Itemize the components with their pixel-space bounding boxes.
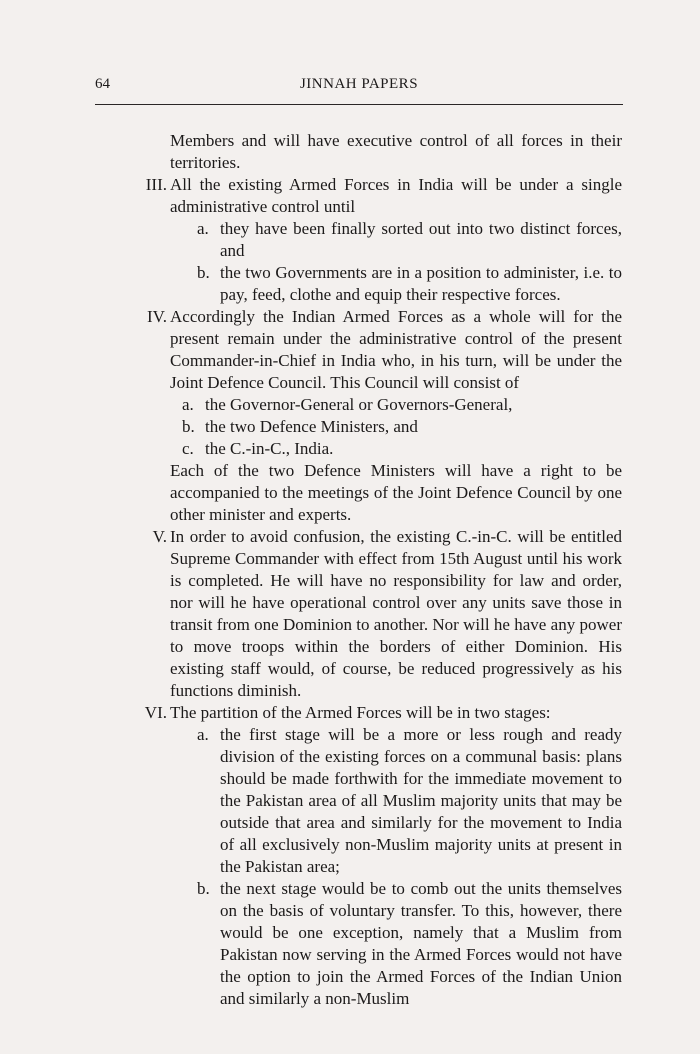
sub-item [180,394,622,416]
sub-item [195,878,622,1010]
item-number: III. [145,175,167,194]
sub-item [180,416,622,438]
sub-item-text: they have been finally sorted out into two distinct forces, and [220,219,622,260]
item-iv-closing-paragraph: Each of the two Defence Ministers will have a right to be accompanied to the meetings of the Joint Defence Council by one other minister and experts. [170,461,622,524]
list-item-iii [130,174,622,218]
item-text: The partition of the Armed Forces will be in two stages: [170,703,551,722]
continuation-paragraph: Members and will have executive control of all forces in their territories. [170,131,622,172]
sub-item-letter: b. [182,417,195,436]
sub-item-text: the two Governments are in a position to administer, i.e. to pay, feed, clothe and equip their respective forces. [220,263,622,304]
sub-item-text: the first stage will be a more or less rough and ready division of the existing forces on a communal basis: plans should be made forthwith for the immediate movement to the Pakistan area of all Muslim majority units that may be outside that area and similarly for the movement to India of all exclusively non-Muslim majority units at present in the Pakistan area; [220,725,622,876]
list-item-vi [130,702,622,724]
sub-item-letter: c. [182,439,194,458]
sub-item-text: the C.-in-C., India. [205,439,334,458]
header-rule [95,104,623,105]
sub-item [195,262,622,306]
item-number: IV. [147,307,167,326]
item-text: All the existing Armed Forces in India will be under a single administrative control until [170,175,622,216]
document-body [130,130,622,1010]
sub-item-text: the Governor-General or Governors-General, [205,395,513,414]
list-item-iv [130,306,622,394]
sub-item-text: the next stage would be to comb out the units themselves on the basis of voluntary transfer. To this, however, there would be one exception, namely that a Muslim from Pakistan now serving in the Armed Forces would not have the option to join the Armed Forces of the Indian Union and similarly a non-Muslim [220,879,622,1008]
sub-item-text: the two Defence Ministers, and [205,417,418,436]
item-number: VI. [144,703,167,722]
sub-item-letter: b. [197,879,210,898]
sub-item [195,218,622,262]
sub-item [195,724,622,878]
list-item-v [130,526,622,702]
item-text: In order to avoid confusion, the existing C.-in-C. will be entitled Supreme Commander with effect from 15th August until his work is completed. He will have no responsibility for law and order, nor will he have operational control over any units save those in transit from one Dominion to another. Nor will he have any power to move troops within the borders of either Dominion. His existing staff would, of course, be reduced progressively as his functions diminish. [170,527,622,700]
sub-item-letter: a. [182,395,194,414]
running-header [95,76,623,98]
sub-item [180,438,622,460]
sub-item-letter: b. [197,263,210,282]
item-text: Accordingly the Indian Armed Forces as a whole will for the present remain under the administrative control of the present Commander-in-Chief in India who, in his turn, will be under the Joint Defence Council. This Council will consist of [170,307,622,392]
running-title: JINNAH PAPERS [299,76,419,92]
page-number: 64 [95,76,110,92]
sub-item-letter: a. [197,725,209,744]
item-number: V. [152,527,167,546]
sub-item-letter: a. [197,219,209,238]
